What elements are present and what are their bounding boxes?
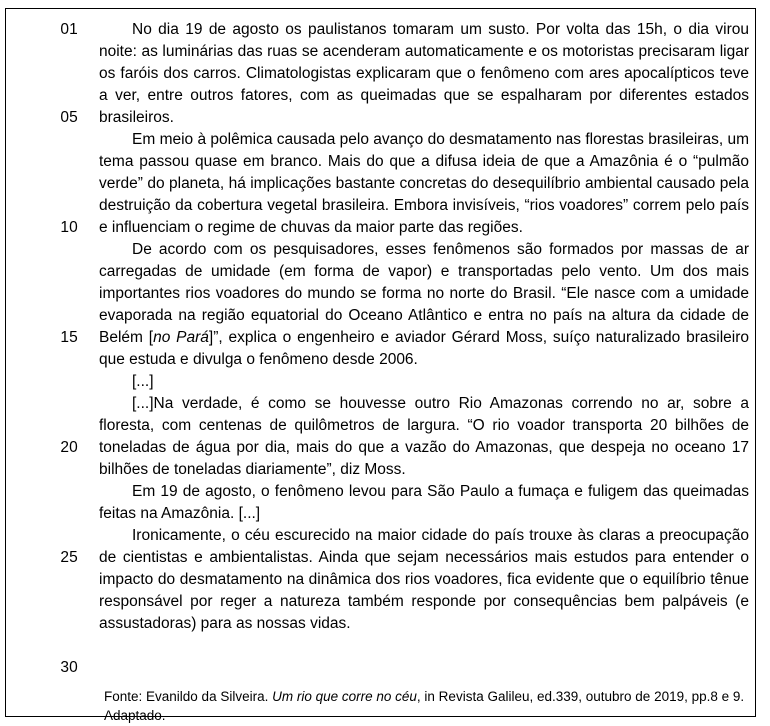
line-number xyxy=(6,195,78,217)
line-number xyxy=(6,481,78,503)
line-number-gutter xyxy=(6,19,78,723)
paragraph-2: Em meio à polêmica causada pelo avanço do desmatamento nas florestas brasileiras, um tema passou quase em branco. Mais do que a difusa ideia de que a Amazônia é o “pulmão verde” do planeta, há implicações bastante concretas do desequilíbrio ambiental causado pela destruição da cobertura vegetal brasileira. Embora invisíveis, “rios voadores” correm pelo país e influenciam o regime de chuvas da maior parte das regiões. xyxy=(99,131,749,236)
paragraph-3 xyxy=(99,239,749,371)
line-number: 05 xyxy=(60,109,78,126)
line-number xyxy=(6,591,78,613)
line-number: 01 xyxy=(60,21,78,38)
line-number xyxy=(6,151,78,173)
line-number: 25 xyxy=(60,549,78,566)
paragraph-3-text-after: ]”, explica o engenheiro e aviador Gérard Moss, suíço naturalizado brasileiro que estuda e divulga o fenômeno desde 2006. xyxy=(99,329,749,368)
line-number xyxy=(6,41,78,63)
line-number xyxy=(6,239,78,261)
paragraph-4-ellipsis: [...] xyxy=(132,373,154,390)
source-suffix: , in Revista Galileu, ed.339, outubro de 2019, pp.8 e 9. Adaptado. xyxy=(104,689,745,723)
line-number xyxy=(6,261,78,283)
line-number xyxy=(6,173,78,195)
line-number xyxy=(6,569,78,591)
line-number xyxy=(6,635,78,657)
line-number xyxy=(6,283,78,305)
source-title-italic: Um rio que corre no céu xyxy=(272,689,417,704)
line-number xyxy=(6,679,78,701)
line-number xyxy=(6,459,78,481)
paragraph-6: Em 19 de agosto, o fenômeno levou para São Paulo a fumaça e fuligem das queimadas feitas na Amazônia. [...] xyxy=(99,483,749,522)
line-number: 20 xyxy=(60,439,78,456)
paragraph-3-text-before: De acordo com os pesquisadores, esses fenômenos são formados por massas de ar carregadas de umidade (em forma de vapor) e transportadas pelo vento. Um dos mais importantes rios voadores do mundo se forma no norte do Brasil. “Ele nasce com a umidade evaporada na região equatorial do Oceano Atlântico e entra no país na altura da cidade de Belém [ xyxy=(99,241,749,346)
line-number xyxy=(6,701,78,723)
paragraph-7: Ironicamente, o céu escurecido na maior cidade do país trouxe às claras a preocupação de cientistas e ambientalistas. Ainda que sejam necessários mais estudos para entender o impacto do desmatamento na dinâmica dos rios voadores, fica evidente que o equilíbrio tênue responsável por reger a natureza também responde por consequências bem palpáveis (e assustadoras) para as nossas vidas. xyxy=(99,527,749,632)
line-number xyxy=(6,305,78,327)
line-number: 15 xyxy=(60,329,78,346)
line-number xyxy=(6,613,78,635)
line-number: 30 xyxy=(60,659,78,676)
paragraph-5: [...]Na verdade, é como se houvesse outro Rio Amazonas correndo no ar, sobre a floresta, com centenas de quilômetros de largura. “O rio voador transporta 20 bilhões de toneladas de água por dia, mais do que a vazão do Amazonas, que despeja no oceano 17 bilhões de toneladas diariamente”, diz Moss. xyxy=(99,395,749,478)
source-attribution xyxy=(104,687,749,725)
line-number xyxy=(6,371,78,393)
source-prefix: Fonte: Evanildo da Silveira. xyxy=(104,689,273,704)
line-number xyxy=(6,85,78,107)
line-number xyxy=(6,129,78,151)
reading-text-box xyxy=(5,8,756,723)
paragraph-3-italic-no-para: no Pará xyxy=(153,329,209,346)
line-number xyxy=(6,415,78,437)
line-number xyxy=(6,503,78,525)
line-number: 10 xyxy=(60,219,78,236)
text-body xyxy=(99,19,749,635)
line-number xyxy=(6,349,78,371)
line-number xyxy=(6,525,78,547)
text-box-inner xyxy=(6,9,755,723)
paragraph-1: No dia 19 de agosto os paulistanos tomaram um susto. Por volta das 15h, o dia virou noite: as luminárias das ruas se acenderam automaticamente e os motoristas precisaram ligar os faróis dos carros. Climatologistas explicaram que o fenômeno com ares apocalípticos teve a ver, entre outros fatores, com as queimadas que se espalharam por diferentes estados brasileiros. xyxy=(99,21,749,126)
line-number xyxy=(6,63,78,85)
line-number xyxy=(6,393,78,415)
